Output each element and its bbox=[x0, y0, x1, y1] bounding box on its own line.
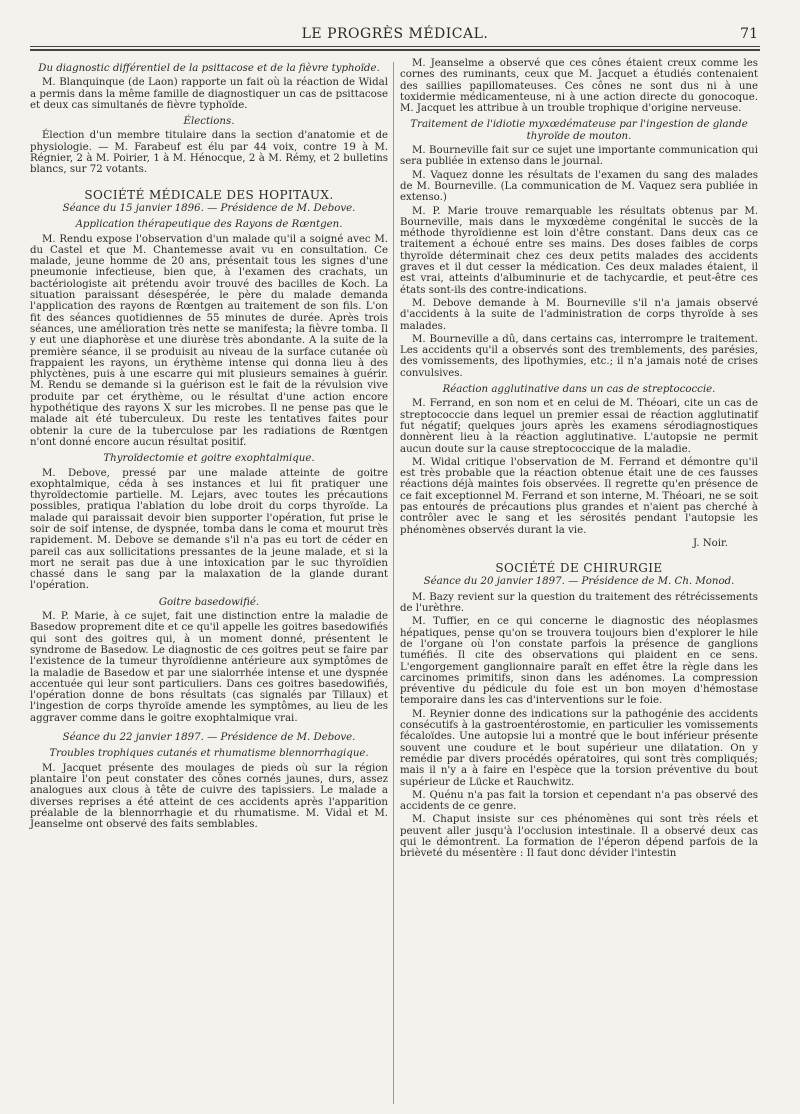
paragraph: M. P. Marie, à ce sujet, fait une distinction entre la maladie de Basedow proprement dite et ce qu'il appelle les goitres basedowifiés qui sont des goitres qui, à un moment donné, présentent le syndrome de Basedow. Le diagnostic de ces goitres peut se faire par l'existence de la tumeur thyroïdienne antérieure aux symptômes de la maladie de Basedow et par une sialorrhée intense et une dyspnée accentuée qui leur sont particuliers. Dans ces goitres basedowifiés, l'opération donne de bons résultats (cas signalés par Tillaux) et l'ingestion de corps thyroïde amende les symptômes, au lieu de les aggraver comme dans le goitre exophtalmique vrai. bbox=[30, 611, 388, 724]
page-header bbox=[30, 26, 760, 46]
paragraph: M. Chaput insiste sur ces phénomènes qui sont très réels et peuvent aller jusqu'à l'occlusion intestinale. Il a observé deux cas qui le démontrent. La formation de l'éperon dépend parfois de la brièveté du mésentère : Il faut donc dévider l'intestin bbox=[400, 814, 758, 860]
journal-title: LE PROGRÈS MÉDICAL. bbox=[301, 26, 489, 42]
section-title-hopitaux: SOCIÉTÉ MÉDICALE DES HOPITAUX. bbox=[84, 187, 334, 202]
paragraph: M. Debove demande à M. Bourneville s'il n'a jamais observé d'accidents à la suite de l'administration de corps thyroïde à ses malades. bbox=[400, 297, 758, 332]
header-rule-top bbox=[30, 46, 760, 47]
left-column bbox=[30, 58, 388, 832]
session-line: Séance du 20 janvier 1897. — Présidence de M. Ch. Monod. bbox=[423, 576, 735, 588]
paragraph: M. Bourneville a dû, dans certains cas, interrompre le traitement. Les accidents qu'il a observés sont des tremblements, des parésies, des vomissements, des lipothymies, etc.; il n'a jamais noté de crises convulsives. bbox=[400, 333, 758, 379]
section-title-chirurgie: SOCIÉTÉ DE CHIRURGIE bbox=[495, 561, 663, 576]
column-divider bbox=[393, 62, 394, 1104]
session-line: Séance du 15 janvier 1896. — Présidence de M. Debove. bbox=[62, 202, 356, 214]
paragraph: M. Bazy revient sur la question du traitement des rétrécissements de l'urèthre. bbox=[400, 591, 758, 615]
paragraph: M. Vaquez donne les résultats de l'examen du sang des malades de M. Bourneville. (La communication de M. Vaquez sera publiée in extenso.) bbox=[400, 169, 758, 204]
paragraph: M. Rendu expose l'observation d'un malade qu'il a soigné avec M. du Castel et que M. Chantemesse avait vu en consultation. Ce malade, jeune homme de 20 ans, présentait tous les signes d'une pneumonie infectieuse, bien que, à l'examen des crachats, un bactériologiste ait prétendu avoir trouvé des bacilles de Koch. La situation paraissant désespérée, le père du malade demanda l'application des rayons de Rœntgen au traitement de son fils. L'on fit des séances quotidiennes de 55 minutes de durée. Après trois séances, une amélioration très nette se manifesta; la fièvre tomba. Il y eut une diaphorèse et une diurèse très abondante. A la suite de la première séance, il se produisit au niveau de la surface cutanée où frappaient les rayons, un érythème intense qui donna lieu à des phlyctènes, puis à une escarre qui mit plusieurs semaines à guérir. M. Rendu se demande si la guérison est le fait de la révulsion vive produite par cet érythème, ou le résultat d'une action encore hypothétique des rayons X sur les microbes. Il ne pense pas que le malade ait été tuberculeux. Du reste les tentatives faites pour obtenir la cure de la tuberculose par les radiations de Rœntgen n'ont donné encore aucun résultat positif. bbox=[30, 233, 388, 448]
header-rule-bottom bbox=[30, 49, 760, 51]
heading-elections: Élections. bbox=[183, 116, 235, 128]
paragraph: Élection d'un membre titulaire dans la section d'anatomie et de physiologie. — M. Farabeuf est élu par 44 voix, contre 19 à M. Régnier, 2 à M. Poirier, 1 à M. Hénocque, 2 à M. Rémy, et 2 bulletins blancs, sur 72 votants. bbox=[30, 130, 388, 176]
paragraph: M. P. Marie trouve remarquable les résultats obtenus par M. Bourneville, mais dans le myxœdème congénital le succès de la méthode thyroïdienne est loin d'être constant. Dans deux cas ce traitement a échoué entre ses mains. Des doses faibles de corps thyroïde déterminait chez ces deux petits malades des accidents graves et il dut cesser la médication. Ces deux malades étaient, il est vrai, atteints d'albuminurie et de tachycardie, et peut-être ces états sont-ils des contre-indications. bbox=[400, 205, 758, 296]
heading-thyroidectomie: Thyroïdectomie et goitre exophtalmique. bbox=[103, 453, 315, 465]
paragraph: M. Widal critique l'observation de M. Ferrand et démontre qu'il est très probable que la réaction obtenue était une de ces fausses réactions déjà maintes fois observées. Il regrette qu'en présence de ce fait exceptionnel M. Ferrand et son interne, M. Théoari, ne se soit pas entourés de précautions plus grandes et n'aient pas cherché à contrôler avec le sang et les sérosités pendant l'autopsie les phénomènes observés durant la vie. bbox=[400, 456, 758, 536]
right-column bbox=[400, 58, 758, 862]
heading-goitre: Goitre basedowifié. bbox=[158, 596, 260, 608]
heading-psittacose: Du diagnostic différentiel de la psittacose et de la fièvre typhoïde. bbox=[38, 63, 380, 74]
paragraph: M. Jacquet présente des moulages de pieds où sur la région plantaire l'on peut constater des cônes cornés jaunes, durs, assez analogues aux clous à tête de cuivre des tapissiers. Le malade a diverses reprises a été atteint de ces accidents après l'apparition préalable de la blennorrhagie et du rhumatisme. M. Vidal et M. Jeanselme ont observé des faits semblables. bbox=[30, 762, 388, 831]
page-number: 71 bbox=[740, 26, 758, 42]
paragraph: M. Reynier donne des indications sur la pathogénie des accidents consécutifs à la gastroentérostomie, en particulier les vomissements fécaloïdes. Une autopsie lui a montré que le bout inférieur présente souvent une coudure et le bout supérieur une dilatation. On y remédie par divers procédés opératoires, qui sont très compliqués; mais il n'y a à faire en l'espèce que la torsion préventive du bout supérieur de Lücke et Rauchwitz. bbox=[400, 708, 758, 788]
heading-roentgen: Application thérapeutique des Rayons de Rœntgen. bbox=[75, 219, 343, 231]
heading-troubles: Troubles trophiques cutanés et rhumatisme blennorrhagique. bbox=[49, 748, 369, 760]
paragraph: M. Ferrand, en son nom et en celui de M. Théoari, cite un cas de streptococcie dans lequel un premier essai de réaction agglutinatif fut négatif; quelques jours après les examens sérodiagnostiques donnèrent lieu à la réaction agglutinative. L'autopsie ne permit aucun doute sur la cause streptococcique de la maladie. bbox=[400, 398, 758, 455]
paragraph: M. Bourneville fait sur ce sujet une importante communication qui sera publiée in extenso dans le journal. bbox=[400, 145, 758, 168]
heading-idiotie: Traitement de l'idiotie myxœdémateuse par l'ingestion de glande thyroïde de mouton. bbox=[410, 119, 748, 142]
paragraph: M. Blanquinque (de Laon) rapporte un fait où la réaction de Widal a permis dans la même famille de diagnostiquer un cas de psittacose et deux cas simultanés de fièvre typhoïde. bbox=[30, 77, 388, 111]
paragraph: M. Tuffier, en ce qui concerne le diagnostic des néoplasmes hépatiques, pense qu'on se trouvera toujours bien d'explorer le hile de l'organe où l'on constate parfois la présence de ganglions tuméfiés. Il cite des observations qui plaident en ce sens. L'engorgement ganglionnaire paraît en effet être la règle dans les carcinomes primitifs, sinon dans les adénomes. La compression préventive du pédicule du foie est un bon moyen d'hémostase temporaire dans les cas d'interventions sur le foie. bbox=[400, 616, 758, 707]
signature: J. Noir. bbox=[692, 537, 728, 549]
session-line: Séance du 22 janvier 1897. — Présidence de M. Debove. bbox=[62, 732, 356, 744]
paragraph: M. Debove, pressé par une malade atteinte de goitre exophtalmique, céda à ses instances et lui fit pratiquer une thyroïdectomie partielle. M. Lejars, avec toutes les précautions possibles, pratiqua l'ablation du lobe droit du corps thyroïde. La malade qui paraissait devoir bien supporter l'opération, fut prise le soir de soif intense, de dyspnée, tomba dans le coma et mourut très rapidement. M. Debove se demande s'il n'a pas eu tort de céder en pareil cas aux sollicitations pressantes de la jeune malade, et si la mort ne serait pas due à une intoxication par le suc thyroïdien chassé dans le sang par la malaxation de la glande durant l'opération. bbox=[30, 467, 388, 592]
paragraph: M. Jeanselme a observé que ces cônes étaient creux comme les cornes des ruminants, ceux que M. Jacquet a étudiés contenaient des saillies papillomateuses. Ces cônes ne sont dus ni à une toxidermie médicamenteuse, ni à une action directe du gonocoque. M. Jacquet les attribue à un trouble trophique d'origine nerveuse. bbox=[400, 58, 758, 115]
paragraph: M. Quénu n'a pas fait la torsion et cependant n'a pas observé des accidents de ce genre. bbox=[400, 789, 758, 813]
heading-reaction: Réaction agglutinative dans un cas de streptococcie. bbox=[442, 384, 716, 396]
